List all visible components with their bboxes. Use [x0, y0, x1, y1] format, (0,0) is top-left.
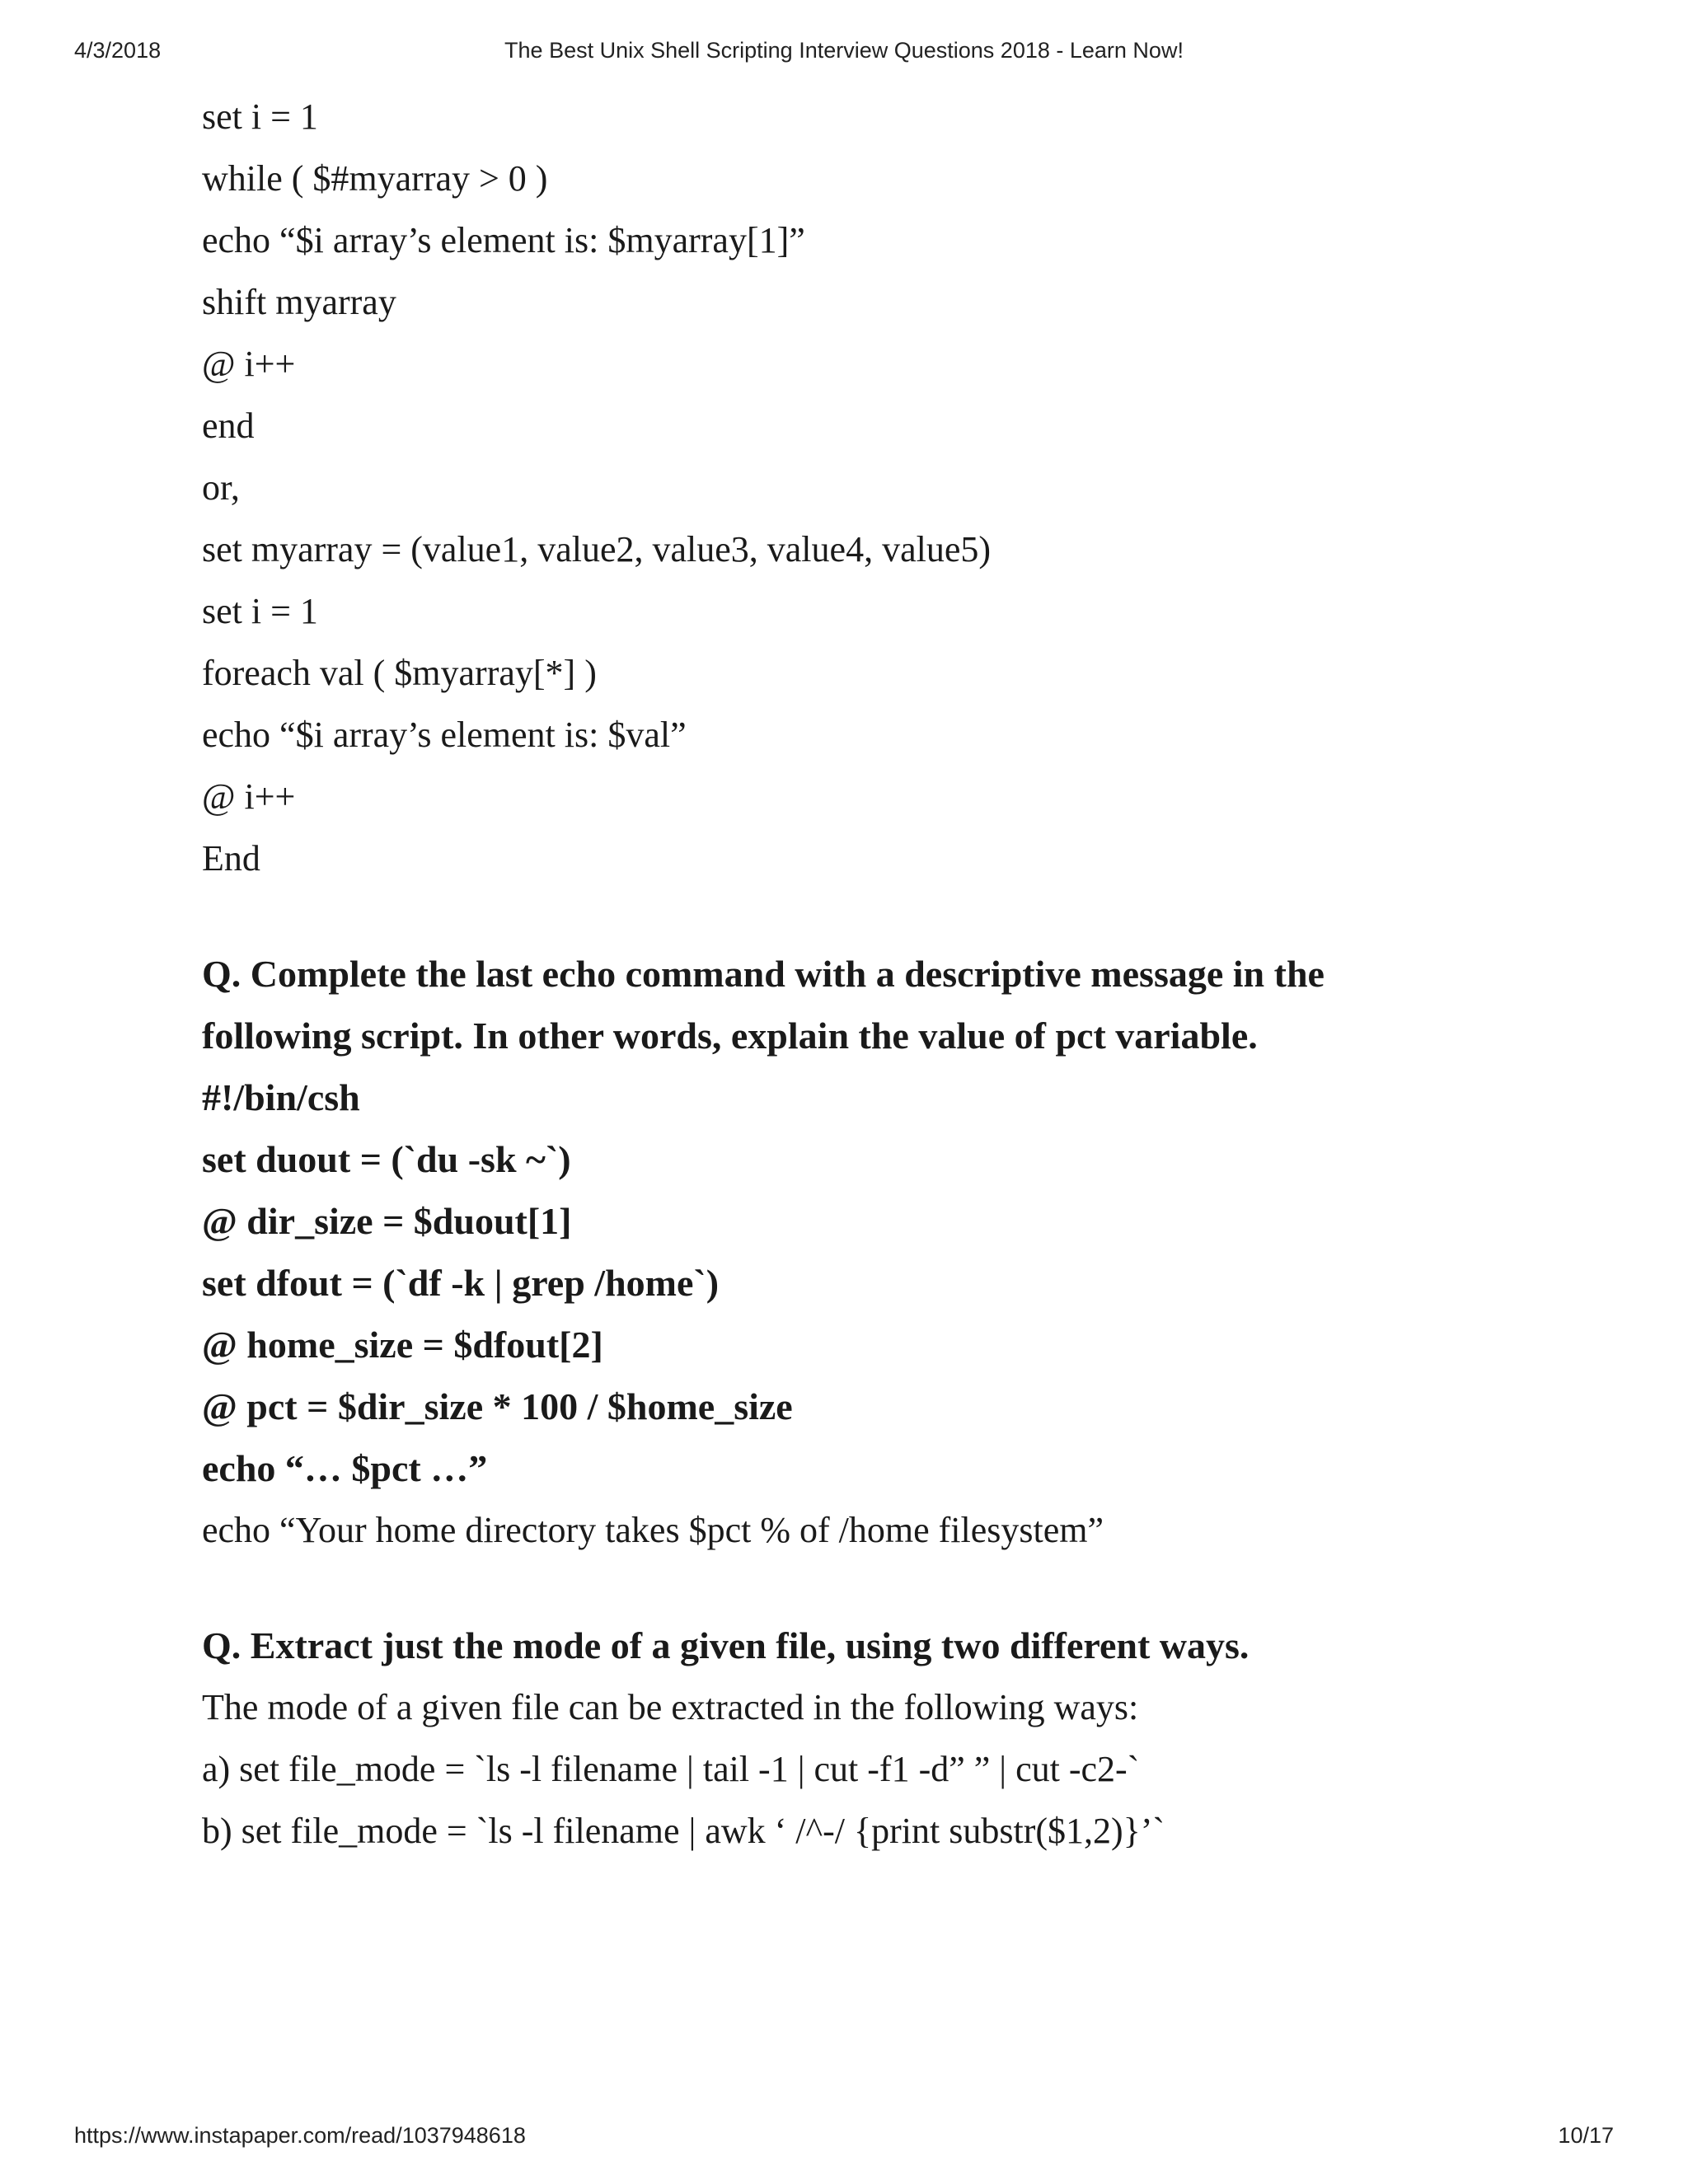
article-body [202, 86, 1521, 1862]
script-line: set duout = (`du -sk ~`) [202, 1138, 571, 1180]
code-line: End [202, 838, 260, 879]
code-line: @ i++ [202, 776, 296, 817]
answer-line: echo “Your home directory takes $pct % of /home filesystem” [202, 1510, 1104, 1550]
code-line: @ i++ [202, 344, 296, 384]
code-line: set i = 1 [202, 96, 318, 137]
print-header [0, 38, 1688, 71]
script-line: #!/bin/csh [202, 1076, 360, 1118]
question-heading: following script. In other words, explain the value of pct variable. [202, 1015, 1258, 1057]
page-number: 10/17 [1558, 2123, 1614, 2148]
code-line: while ( $#myarray > 0 ) [202, 158, 548, 199]
code-line: set i = 1 [202, 591, 318, 631]
code-line: shift myarray [202, 282, 396, 322]
code-line: echo “$i array’s element is: $val” [202, 715, 687, 755]
question-heading: Q. Extract just the mode of a given file, using two different ways. [202, 1624, 1250, 1666]
question-heading: Q. Complete the last echo command with a descriptive message in the [202, 953, 1325, 995]
code-line: end [202, 405, 255, 446]
script-line: echo “… $pct …” [202, 1447, 488, 1489]
script-line: @ home_size = $dfout[2] [202, 1324, 603, 1366]
code-block-array-loop [202, 86, 1521, 889]
answer-option: a) set file_mode = `ls -l filename | tail -1 | cut -f1 -d” ” | cut -c2-` [202, 1749, 1140, 1789]
print-footer [0, 2123, 1688, 2156]
answer-intro: The mode of a given file can be extracted in the following ways: [202, 1687, 1139, 1727]
script-line: set dfout = (`df -k | grep /home`) [202, 1262, 720, 1304]
page-title: The Best Unix Shell Scripting Interview Questions 2018 - Learn Now! [504, 38, 1184, 63]
question-mode-section [202, 1615, 1521, 1862]
question-pct-section [202, 943, 1521, 1561]
script-line: @ dir_size = $duout[1] [202, 1200, 572, 1242]
script-line: @ pct = $dir_size * 100 / $home_size [202, 1385, 793, 1427]
section-gap [202, 1561, 1521, 1615]
code-line: set myarray = (value1, value2, value3, value4, value5) [202, 529, 991, 569]
print-date: 4/3/2018 [74, 38, 162, 63]
answer-option: b) set file_mode = `ls -l filename | awk ‘ /^-/ {print substr($1,2)}’` [202, 1811, 1165, 1851]
source-url: https://www.instapaper.com/read/1037948618 [74, 2123, 526, 2148]
code-line: or, [202, 467, 240, 508]
section-gap [202, 889, 1521, 943]
code-line: foreach val ( $myarray[*] ) [202, 653, 597, 693]
code-line: echo “$i array’s element is: $myarray[1]” [202, 220, 805, 260]
